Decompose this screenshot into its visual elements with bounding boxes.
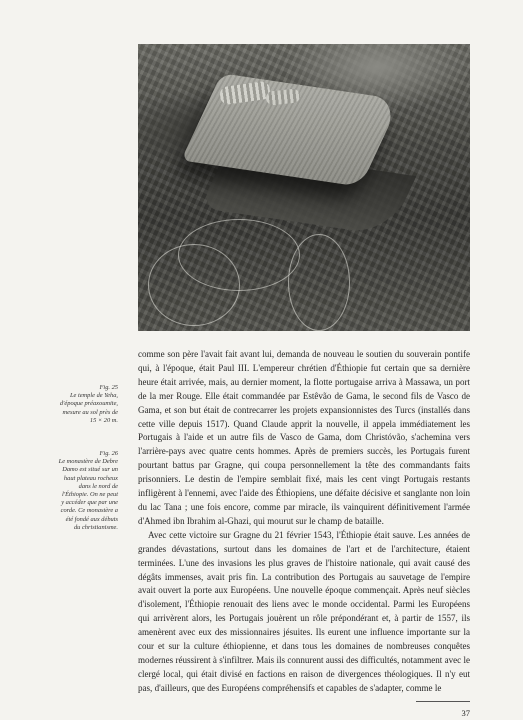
body-text bbox=[138, 348, 470, 696]
footer-rule bbox=[416, 701, 470, 702]
aerial-photograph bbox=[138, 44, 470, 331]
paragraph: Avec cette victoire sur Gragne du 21 février 1543, l'Éthiopie était sauve. Les années de grandes dévastations, surtout dans les domaines de l'art et de l'architecture, étaient terminées. L'une des invasions les plus graves de l'histoire nationale, qui avait causé des dégâts immenses, avait pris fin. La contribution des Portugais au sauvetage de l'empire avait ouvert la porte aux Européens. Une nouvelle époque commençait. Après neuf siècles d'isolement, l'Éthiopie renouait des liens avec le monde occidental. Parmi les Européens qui arrivèrent alors, les Portugais jouèrent un rôle prépondérant et, à partir de 1557, ils amenèrent avec eux des missionnaires jésuites. Ils eurent une influence importante sur la cour et sur la culture éthiopienne, et dans tous les domaines de nombreuses conquêtes modernes réussirent à s'infiltrer. Mais ils connurent aussi des difficultés, notamment avec le clergé local, qui était divisé en factions en raison de divergences théologiques. Il n'y eut pas, d'ailleurs, que des Européens compréhensifs et capables de s'adapter, comme le bbox=[138, 529, 470, 693]
mountain-path bbox=[148, 244, 240, 326]
figure-caption-25 bbox=[58, 384, 118, 425]
figure-caption-26 bbox=[58, 450, 118, 532]
caption-text: Le monastère de Debre Damo est situé sur un haut plateau rocheux dans le nord de l'Éthiopie. On ne peut y accéder que par une corde. Ce monastère a été fondé aux débuts du christianisme. bbox=[58, 458, 118, 531]
mountain-path bbox=[288, 234, 350, 331]
figure-number: Fig. 26 bbox=[99, 450, 118, 457]
page-number: 37 bbox=[461, 708, 470, 718]
caption-text: Le temple de Yeha, d'époque préaxoumite, mesure au sol près de 15 × 20 m. bbox=[59, 392, 118, 424]
figure-number: Fig. 25 bbox=[99, 384, 118, 391]
paragraph: comme son père l'avait fait avant lui, demanda de nouveau le soutien du souverain pontife qui, à l'époque, était Paul III. L'empereur chrétien d'Éthiopie fut certain que sa dernière heure était arrivée, mais, au dernier moment, la flotte portugaise arriva à Massawa, un port de la mer Rouge. Elle était commandée par Estêvão de Gama, le second fils de Vasco de Gama, et son but était de contrecarrer les projets expansionnistes des Turcs (installés dans cette ville depuis 1517). Quand Claude apprit la nouvelle, il appela immédiatement les Portugais à l'aide et un autre fils de Vasco de Gama, dom Christóvão, s'achemina vers l'arrière-pays avec quatre cents hommes. Après de premiers succès, les Portugais furent pourtant battus par Gragne, qui coupa personnellement la tête des commandants faits prisonniers. Le destin de l'empire semblait fixé, mais les cent vingt Portugais restants infligèrent à l'ennemi, avec l'aide des Éthiopiens, une défaite décisive et sanglante non loin du lac Tana ; une fois encore, comme par miracle, ils vainquirent définitivement l'armée d'Ahmed ibn Ibrahim al-Ghazi, qui mourut sur le champ de bataille. bbox=[138, 349, 470, 526]
